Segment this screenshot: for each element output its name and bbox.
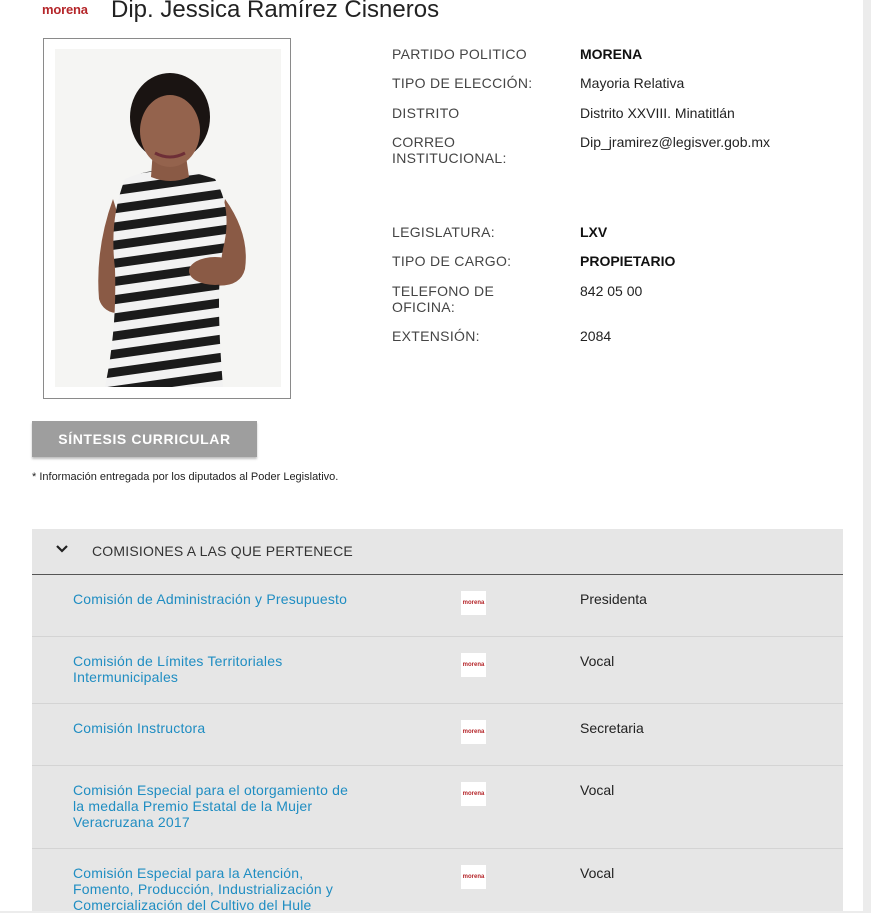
commission-role: Presidenta bbox=[580, 591, 647, 607]
commission-link[interactable]: Comisión Especial para el otorgamiento de la medalla Premio Estatal de la Mujer Veracruzana 2017 bbox=[73, 782, 349, 830]
party-logo-icon: morena bbox=[461, 653, 486, 677]
info-value: LXV bbox=[580, 224, 608, 240]
commission-link[interactable]: Comisión Instructora bbox=[73, 720, 206, 736]
list-item bbox=[32, 766, 843, 849]
synthesis-curricular-button[interactable]: SÍNTESIS CURRICULAR bbox=[32, 421, 257, 457]
party-logo-icon: morena bbox=[461, 865, 486, 889]
deputy-portrait-illustration bbox=[55, 49, 281, 387]
deputy-photo-frame bbox=[43, 38, 291, 399]
page-title: Dip. Jessica Ramírez Cisneros bbox=[111, 0, 440, 23]
commissions-accordion-header[interactable] bbox=[32, 529, 843, 575]
party-logo: morena bbox=[42, 2, 88, 17]
info-value: PROPIETARIO bbox=[580, 253, 676, 269]
chevron-down-icon[interactable] bbox=[54, 541, 70, 557]
info-value: Mayoria Relativa bbox=[580, 75, 685, 91]
list-item bbox=[32, 704, 843, 766]
info-label: PARTIDO POLITICO bbox=[392, 46, 527, 62]
email-link[interactable]: Dip_jramirez@legisver.gob.mx bbox=[580, 134, 771, 150]
list-item bbox=[32, 637, 843, 704]
info-label: TELEFONO DE OFICINA: bbox=[392, 283, 495, 315]
commission-role: Vocal bbox=[580, 782, 615, 798]
info-label: TIPO DE CARGO: bbox=[392, 253, 512, 269]
commission-link[interactable]: Comisión Especial para la Atención, Fomento, Producción, Industrialización y Comercialización del Cultivo del Hule bbox=[73, 865, 334, 913]
party-logo-icon: morena bbox=[461, 720, 486, 744]
info-label: DISTRITO bbox=[392, 105, 460, 121]
party-logo-icon: morena bbox=[461, 591, 486, 615]
page-scrollbar[interactable] bbox=[863, 0, 871, 911]
info-value: 842 05 00 bbox=[580, 283, 643, 299]
info-label: TIPO DE ELECCIÓN: bbox=[392, 75, 533, 91]
info-label: CORREO INSTITUCIONAL: bbox=[392, 134, 507, 166]
info-value: 2084 bbox=[580, 328, 612, 344]
footnote: * Información entregada por los diputados al Poder Legislativo. bbox=[32, 471, 339, 483]
commission-link[interactable]: Comisión de Límites Territoriales Intermunicipales bbox=[73, 653, 283, 685]
info-label: LEGISLATURA: bbox=[392, 224, 495, 240]
commissions-title: COMISIONES A LAS QUE PERTENECE bbox=[92, 543, 353, 559]
info-value: MORENA bbox=[580, 46, 643, 62]
info-value: Distrito XXVIII. Minatitlán bbox=[580, 105, 735, 121]
commission-link[interactable]: Comisión de Administración y Presupuesto bbox=[73, 591, 348, 607]
deputy-photo bbox=[55, 49, 281, 387]
party-logo-icon: morena bbox=[461, 782, 486, 806]
commission-role: Vocal bbox=[580, 653, 615, 669]
commission-role: Secretaria bbox=[580, 720, 644, 736]
info-label: EXTENSIÓN: bbox=[392, 328, 480, 344]
commission-role: Vocal bbox=[580, 865, 615, 881]
list-item bbox=[32, 849, 843, 911]
list-item bbox=[32, 575, 843, 637]
